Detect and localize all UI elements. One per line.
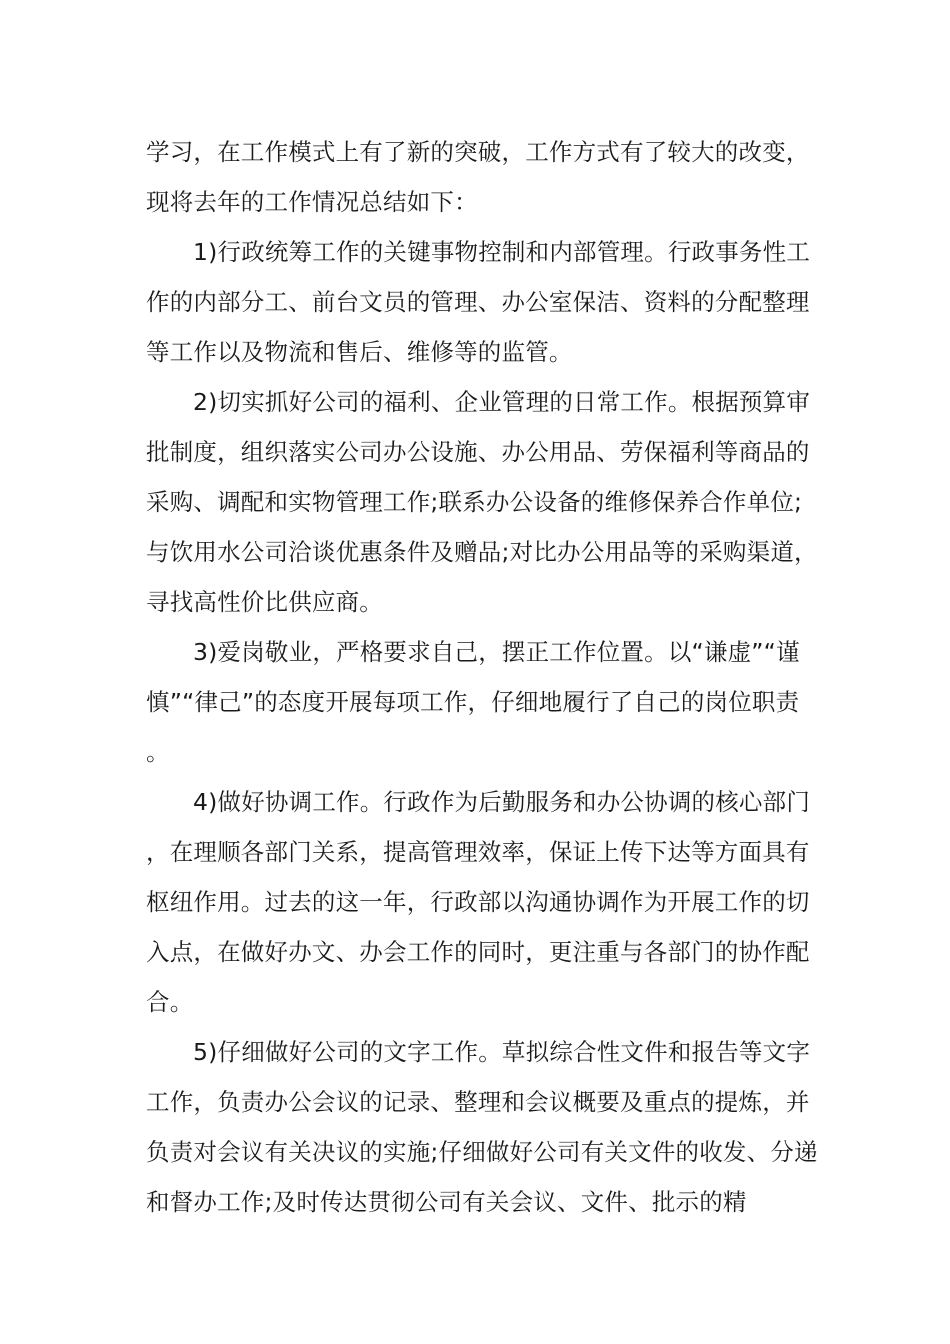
paragraph-item-3: 3)爱岗敬业，严格要求自己，摆正工作位置。以“谦虚”“谨慎”“律己”的态度开展每项工作，仔细地履行了自己的岗位职责。 [146, 638, 800, 766]
paragraph-item-5: 5)仔细做好公司的文字工作。草拟综合性文件和报告等文字工作，负责办公会议的记录、整理和会议概要及重点的提炼，并负责对会议有关决议的实施;仔细做好公司有关文件的收发、分递和督办工作;及时传达贯彻公司有关会议、文件、批示的精 [146, 1038, 818, 1216]
paragraph-item-1: 1)行政统筹工作的关键事物控制和内部管理。行政事务性工作的内部分工、前台文员的管理、办公室保洁、资料的分配整理等工作以及物流和售后、维修等的监管。 [146, 238, 811, 366]
paragraph-item-2: 2)切实抓好公司的福利、企业管理的日常工作。根据预算审批制度，组织落实公司办公设施、办公用品、劳保福利等商品的采购、调配和实物管理工作;联系办公设备的维修保养合作单位;与饮用水公司洽谈优惠条件及赠品;对比办公用品等的采购渠道，寻找高性价比供应商。 [146, 388, 818, 616]
document-body [146, 127, 820, 1227]
paragraph-intro: 学习，在工作模式上有了新的突破，工作方式有了较大的改变，现将去年的工作情况总结如下： [146, 138, 810, 216]
paragraph-item-4: 4)做好协调工作。行政作为后勤服务和办公协调的核心部门，在理顺各部门关系，提高管理效率，保证上传下达等方面具有枢纽作用。过去的这一年，行政部以沟通协调作为开展工作的切入点，在做好办文、办会工作的同时，更注重与各部门的协作配合。 [146, 788, 811, 1016]
